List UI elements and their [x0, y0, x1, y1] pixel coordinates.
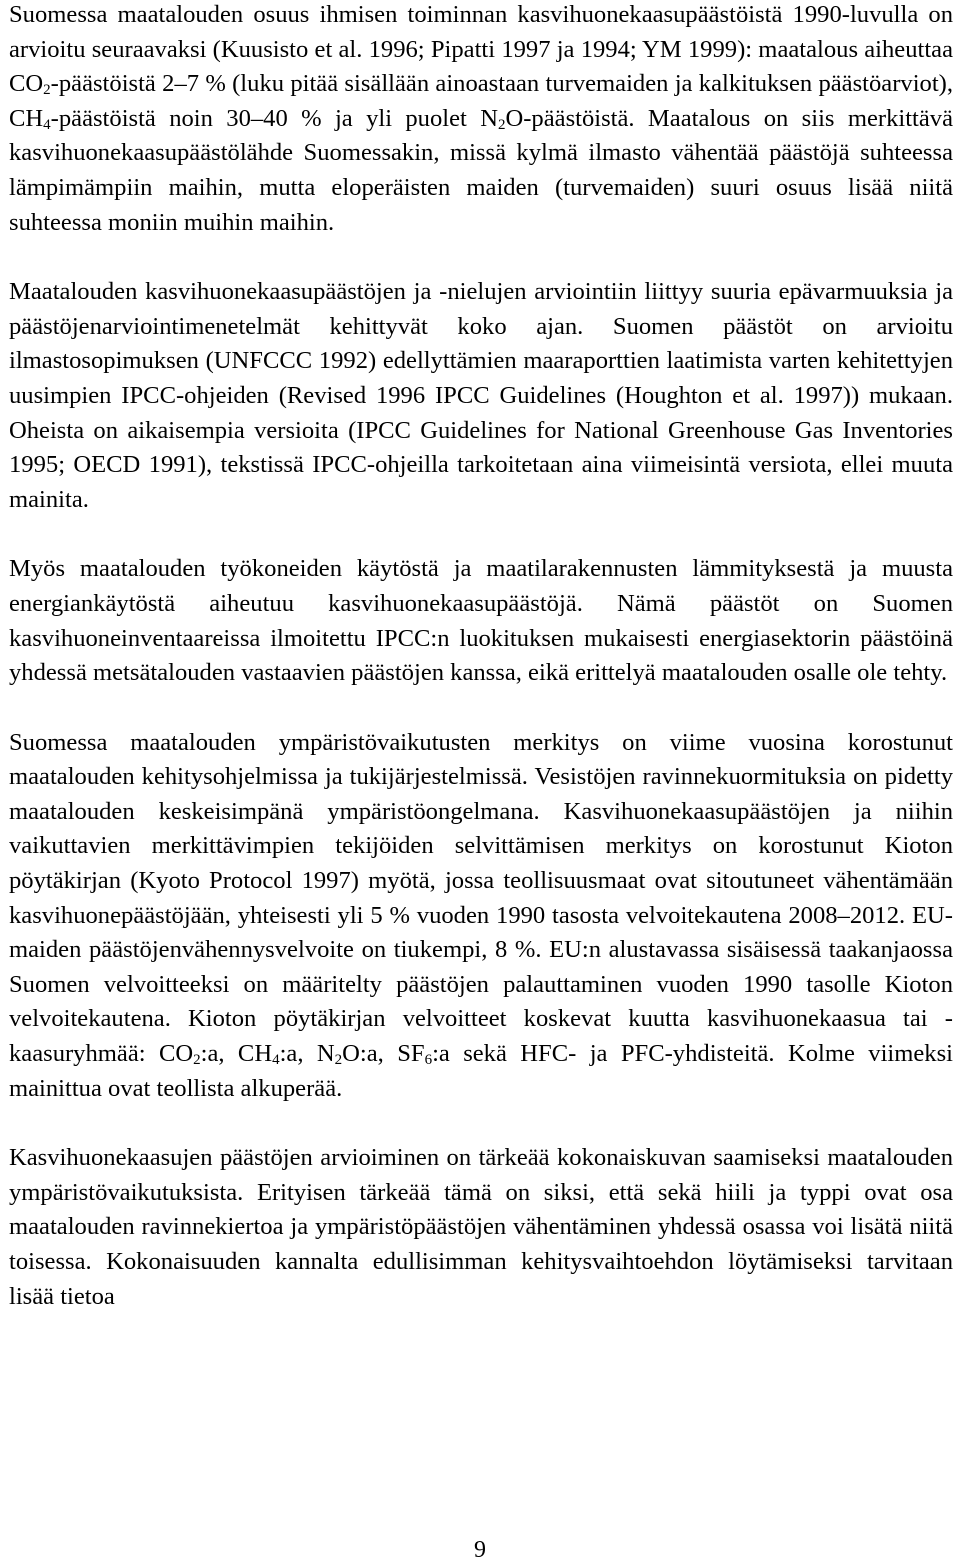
text-run: Maatalouden kasvihuonekaasupäästöjen ja -nielujen arviointiin liittyy suuria epävarmuuksia ja päästöjenarviointimenetelmät kehittyvät koko ajan. Suomen päästöt on arvioitu ilmastosopimuksen (UNFCCC 1992) edellyttämien maaraporttien laatimista varten kehitettyjen uusimpien IPCC-ohjeiden (Revised 1996 IPCC Guidelines (Houghton et al. 1997)) mukaan. Oheista on aikaisempia versioita (IPCC Guidelines for National Greenhouse Gas Inventories 1995; OECD 1991), tekstissä IPCC-ohjeilla tarkoitetaan aina viimeisintä versiota, ellei muuta mainita.	[9, 278, 953, 513]
page-number: 9	[474, 1537, 486, 1563]
text-run: O:a, SF	[342, 1040, 425, 1068]
paragraph-1	[9, 0, 953, 240]
text-run: Myös maatalouden työkoneiden käytöstä ja maatilarakennusten lämmityksestä ja muusta energiankäytöstä aiheutuu kasvihuonekaasupäästöjä. Nämä päästöt on Suomen kasvihuoneinventaareissa ilmoitettu IPCC:n luokituksen mukaisesti energiasektorin päästöinä yhdessä metsätalouden vastaavien päästöjen kanssa, eikä erittelyä maatalouden osalle ole tehty.	[9, 555, 953, 687]
text-run: Suomessa maatalouden ympäristövaikutusten merkitys on viime vuosina korostunut maatalouden kehitysohjelmissa ja tukijärjestelmissä. Vesistöjen ravinnekuormituksia on pidetty maatalouden keskeisimpänä ympäristöongelmana. Kasvihuonekaasupäästöjen ja niihin vaikuttavien merkittävimpien tekijöiden selvittämisen merkitys on korostunut Kioton pöytäkirjan (Kyoto Protocol 1997) myötä, jossa teollisuusmaat ovat sitoutuneet vähentämään kasvihuonepäästöjään, yhteisesti yli 5 % vuoden 1990 tasosta velvoitekautena 2008–2012. EU-maiden päästöjenvähennysvelvoite on tiukempi, 8 %. EU:n alustavassa sisäisessä taakanjaossa Suomen velvoitteeksi on määritelty päästöjen palauttaminen vuoden 1990 tasolle Kioton velvoitekautena. Kioton pöytäkirjan velvoitteet koskevat kuutta kasvihuonekaasua tai -kaasuryhmää: CO	[9, 728, 953, 1068]
paragraph-3	[9, 552, 953, 690]
paragraph-4	[9, 726, 953, 1107]
text-run: :a sekä HFC- ja PFC-yhdisteitä. Kolme viimeksi mainittua ovat teollista alkuperää.	[9, 1040, 953, 1102]
subscript: 4	[272, 1052, 280, 1069]
text-run: -päästöistä noin 30–40 % ja yli puolet N	[50, 104, 498, 132]
text-run: O-päästöistä. Maatalous on siis merkittävä kasvihuonekaasupäästölähde Suomessakin, missä kylmä ilmasto vähentää päästöjä suhteessa lämpimämpiin maihin, mutta eloperäisten maiden (turvemaiden) suuri osuus lisää niitä suhteessa moniin muihin maihin.	[9, 104, 953, 236]
subscript: 2	[334, 1052, 343, 1069]
document-body	[9, 0, 953, 1349]
subscript: 2	[497, 116, 506, 133]
paragraph-5	[9, 1141, 953, 1314]
text-run: -päästöistä 2–7 % (luku pitää sisällään ainoastaan turvemaiden ja kalkituksen päästöarviot), CH	[9, 70, 953, 132]
subscript: 2	[43, 82, 51, 99]
text-run: :a, CH	[200, 1040, 273, 1068]
text-run: Suomessa maatalouden osuus ihmisen toiminnan kasvihuonekaasupäästöistä 1990-luvulla on arvioitu seuraavaksi (Kuusisto et al. 1996; Pipatti 1997 ja 1994; YM 1999): maatalous aiheuttaa CO	[9, 1, 953, 98]
text-run: Kasvihuonekaasujen päästöjen arvioiminen on tärkeää kokonaiskuvan saamiseksi maatalouden ympäristövaikutuksista. Erityisen tärkeää tämä on siksi, että sekä hiili ja typpi ovat osa maatalouden ravinnekiertoa ja ympäristöpäästöjen vähentäminen yhdessä osassa voi lisätä niitä toisessa. Kokonaisuuden kannalta edullisimman kehitysvaihtoehdon löytämiseksi tarvitaan lisää tietoa	[9, 1144, 953, 1310]
subscript: 2	[193, 1052, 201, 1069]
paragraph-2	[9, 275, 953, 517]
subscript: 4	[43, 116, 51, 133]
text-run: :a, N	[279, 1040, 335, 1068]
subscript: 6	[424, 1052, 433, 1069]
